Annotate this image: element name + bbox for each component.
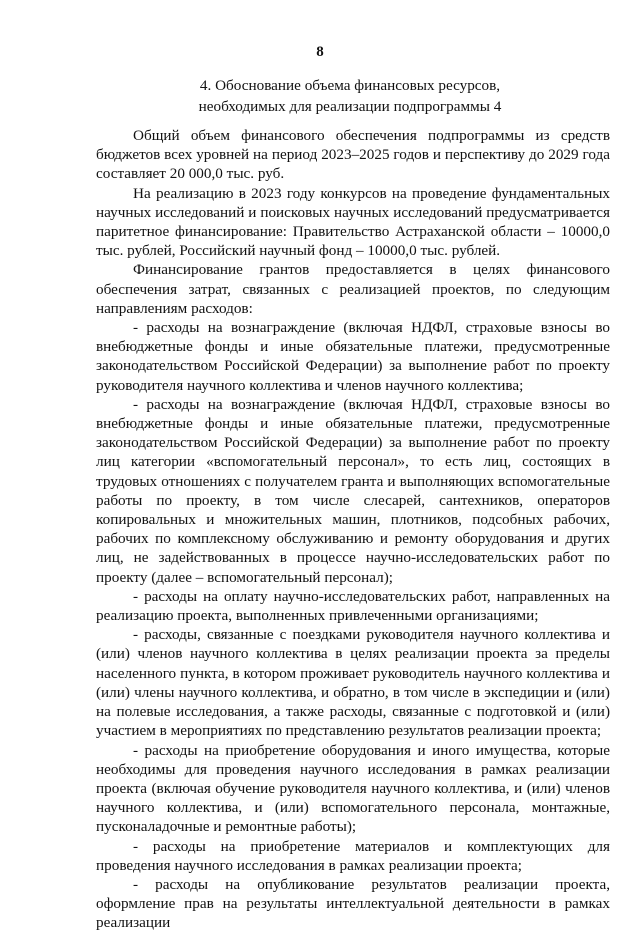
body-text bbox=[96, 126, 610, 933]
expense-item-travel: - расходы, связанные с поездками руководителя научного коллектива и (или) членов научного коллектива в целях реализации проекта за пределы населенного пункта, в котором проживает руководитель научного коллектива и (или) члены научного коллектива, и обратно, в том числе в экспедиции и (или) на полевые исследования, а также расходы, связанные с подготовкой и (или) участием в мероприятиях по представлению результатов реализации проекта; bbox=[96, 626, 610, 740]
expense-item-publication: - расходы на опубликование результатов реализации проекта, оформление прав на результаты интеллектуальной деятельности в рамках реализации bbox=[96, 875, 610, 932]
section-heading bbox=[96, 75, 604, 117]
expense-item-support-staff-remuneration: - расходы на вознаграждение (включая НДФЛ, страховые взносы во внебюджетные фонды и иные обязательные платежи, предусмотренные законодательством Российской Федерации) за выполнение работ по проекту лиц категории «вспомогательный персонал», то есть лиц, состоящих в трудовых отношениях с получателем гранта и выполняющих вспомогательные работы по проекту, в том числе слесарей, сантехников, операторов копировальных и множительных машин, плотников, подсобных рабочих, рабочих по комплексному обслуживанию и ремонту оборудования и других лиц, не задействованных в процессе научно-исследовательских работ по проекту (далее – вспомогательный персонал); bbox=[96, 395, 610, 586]
section-heading-line-2: необходимых для реализации подпрограммы 4 bbox=[198, 98, 502, 115]
expense-item-materials: - расходы на приобретение материалов и комплектующих для проведения научного исследования в рамках реализации проекта; bbox=[96, 837, 610, 874]
expense-item-research-works: - расходы на оплату научно-исследовательских работ, направленных на реализацию проекта, выполненных привлеченными организациями; bbox=[96, 587, 610, 625]
expense-item-leader-remuneration: - расходы на вознаграждение (включая НДФЛ, страховые взносы во внебюджетные фонды и иные обязательные платежи, предусмотренные законодательством Российской Федерации) за выполнение работ по проекту руководителя научного коллектива и членов научного коллектива; bbox=[96, 319, 610, 394]
paragraph-grant-financing: Финансирование грантов предоставляется в целях финансового обеспечения затрат, связанных с реализацией проектов, по следующим направлениям расходов: bbox=[96, 261, 610, 317]
expense-item-equipment: - расходы на приобретение оборудования и иного имущества, которые необходимы для проведения научного исследования в рамках реализации проекта (включая обучение руководителя научного коллектива, и (или) членов научного коллектива, и (или) вспомогательного персонала, монтажные, пусконаладочные и ремонтные работы); bbox=[96, 741, 610, 836]
paragraph-total-funding: Общий объем финансового обеспечения подпрограммы из средств бюджетов всех уровней на период 2023–2025 годов и перспективу до 2029 года составляет 20 000,0 тыс. руб. bbox=[96, 127, 610, 183]
paragraph-2023-financing: На реализацию в 2023 году конкурсов на проведение фундаментальных научных исследований и поисковых научных исследований предусматривается паритетное финансирование: Правительство Астраханской области – 10000,0 тыс. рублей, Российский научный фонд – 10000,0 тыс. рублей. bbox=[96, 184, 610, 260]
section-heading-line-1: 4. Обоснование объема финансовых ресурсов, bbox=[199, 77, 501, 94]
page-number: 8 bbox=[316, 44, 324, 60]
